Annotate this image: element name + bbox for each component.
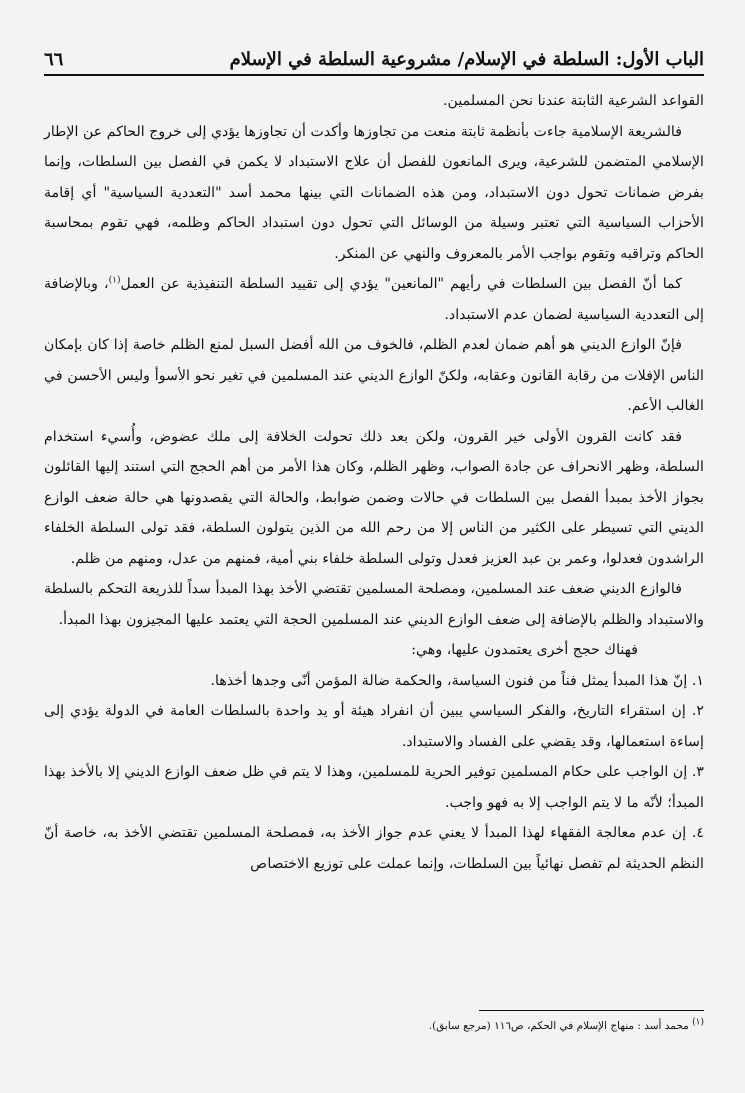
list-item-3: ٣. إن الواجب على حكام المسلمين توفير الحرية للمسلمين، وهذا لا يتم في ظل ضعف الوازع الديني إلا بالأخذ بهذا المبدأ؛ لأنّه ما لا يتم الواجب إلا به فهو واجب. (44, 764, 704, 811)
footnote-reference[interactable]: (١) (108, 275, 121, 286)
footnote-rule (479, 1010, 704, 1011)
paragraph-3 (44, 269, 704, 330)
list-item-4: ٤. إن عدم معالجة الفقهاء لهذا المبدأ لا يعني عدم جواز الأخذ به، فمصلحة المسلمين تقتضي الأخذ به، خاصة أنّ النظم الحديثة لم تفصل نهائياً بين السلطات، وإنما عملت على توزيع الاختصاص (44, 825, 704, 872)
header-rule (44, 74, 704, 76)
paragraph-1: القواعد الشرعية الثابتة عندنا نحن المسلمين. (443, 93, 704, 109)
chapter-title: الباب الأول: السلطة في الإسلام/ مشروعية السلطة في الإسلام (229, 49, 704, 70)
list-item-2: ٢. إن استقراء التاريخ، والفكر السياسي يبين أن انفراد هيئة أو يد واحدة بالسلطات العامة في الدولة يؤدي إلى إساءة استعمالها، وقد يقضي على الفساد والاستبداد. (44, 703, 704, 750)
paragraph-7: فهناك حجج أخرى يعتمدون عليها، وهي: (411, 642, 638, 658)
footnote (44, 1018, 704, 1034)
running-header (44, 40, 704, 70)
paragraph-5: فقد كانت القرون الأولى خير القرون، ولكن بعد ذلك تحولت الخلافة إلى ملك عضوض، وأُسيء استخدام السلطة، وظهر الانحراف عن جادة الصواب، وظهر الظلم، وكان هذا الأمر من أهم الحجج التي استند إليها القائلون بجواز الأخذ بمبدأ الفصل بين السلطات في حالات وضمن ضوابط، والحالة التي يقصدونها هي حالة ضعف الوازع الديني التي تسيطر على الكثير من الناس إلا من رحم الله من الذين يتولون السلطة، فقد تولى السلطة الخلفاء الراشدون فعدلوا، وعمر بن عبد العزيز فعدل وتولى السلطة خلفاء بني أمية، فمنهم من عدل، ومنهم من ظلم. (44, 428, 704, 567)
body-text (44, 86, 704, 879)
list-item-1: ١. إنّ هذا المبدأ يمثل فناً من فنون السياسة، والحكمة ضالة المؤمن أنّى وجدها أخذها. (210, 672, 704, 689)
paragraph-3-text: كما أنّ الفصل بين السلطات في رأيهم "المانعين" يؤدي إلى تقييد السلطة التنفيذية عن العمل (120, 276, 682, 292)
footnote-marker: (١) (692, 1017, 704, 1028)
paragraph-6: فالوازع الديني ضعف عند المسلمين، ومصلحة المسلمين تقتضي الأخذ بهذا المبدأ سداً للذريعة التحكم بالسلطة والاستبداد والظلم بالإضافة إلى ضعف الوازع الديني عند المسلمين الحجة التي يعتمد عليها المجيزون بهذا المبدأ. (44, 581, 704, 628)
page-number: ٦٦ (44, 49, 64, 70)
paragraph-4: فإنّ الوازع الديني هو أهم ضمان لعدم الظلم، فالخوف من الله أفضل السبل لمنع الظلم خاصة إذا كان بإمكان الناس الإفلات من رقابة القانون وعقابه، ولكنّ الوازع الديني عند المسلمين في تغير نحو الأسوأ وليس الأحسن في الغالب الأعم. (44, 337, 704, 414)
paragraph-2: فالشريعة الإسلامية جاءت بأنظمة ثابتة منعت من تجاوزها وأكدت أن تجاوزها يؤدي إلى خروج الحاكم عن الإطار الإسلامي المتضمن للشرعية، ويرى المانعون للفصل أن علاج الاستبداد لا يكمن في الفصل بين السلطات، وإنما بفرض ضمانات تحول دون الاستبداد، ومن هذه الضمانات التي بينها محمد أسد "التعددية السياسية" أي إقامة الأحزاب السياسية التي تعتبر وسيلة من الوسائل التي تحول دون استبداد الحاكم وظلمه، فهي تقوم بمحاسبة الحاكم وتراقبه وتقوم بواجب الأمر بالمعروف والنهي عن المنكر. (44, 123, 704, 262)
paragraph-3-text-end: ، وبالإضافة إلى التعددية السياسية لضمان عدم الاستبداد. (44, 276, 704, 323)
footnote-text: محمد أسد : منهاج الإسلام في الحكم، ص١١٦ (مرجع سابق). (428, 1020, 689, 1032)
